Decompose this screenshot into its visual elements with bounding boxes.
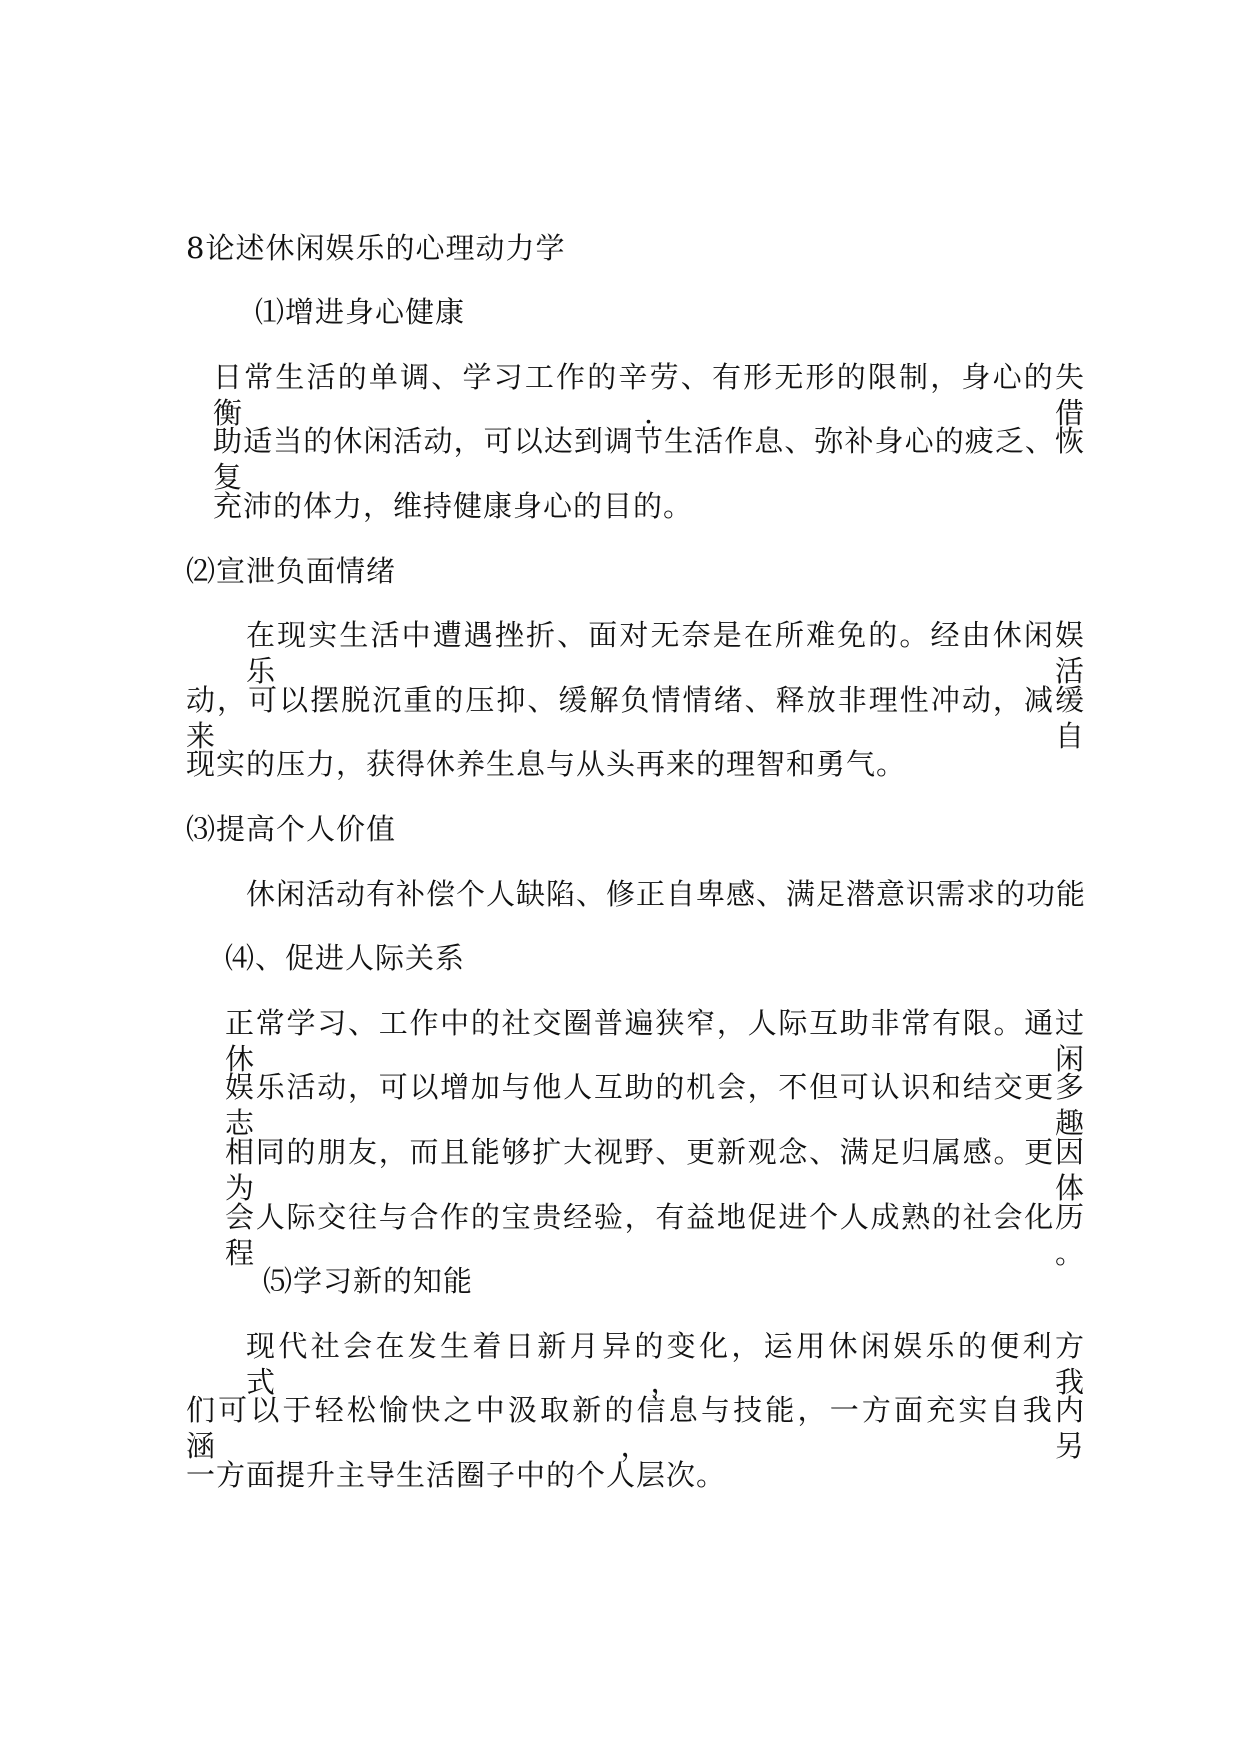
- section-1-line-2: 助适当的休闲活动，可以达到调节生活作息、弥补身心的疲乏、恢复: [213, 424, 1085, 494]
- section-1-line-3: 充沛的体力，维持健康身心的目的。: [213, 489, 694, 523]
- section-5-line-2: 们可以于轻松愉快之中汲取新的信息与技能，一方面充实自我内涵，另: [186, 1393, 1085, 1463]
- section-5-heading: ⑸学习新的知能: [263, 1264, 474, 1298]
- section-4-line-3: 相同的朋友，而且能够扩大视野、更新观念、满足归属感。更因为体: [225, 1135, 1085, 1205]
- section-5-line-3: 一方面提升主导生活圈子中的个人层次。: [186, 1458, 727, 1492]
- document-title: 8论述休闲娱乐的心理动力学: [186, 231, 566, 265]
- section-2-line-1: 在现实生活中遭遇挫折、面对无奈是在所难免的。经由休闲娱乐活: [246, 618, 1085, 688]
- section-2-heading: ⑵宣泄负面情绪: [186, 554, 397, 588]
- section-4-line-1: 正常学习、工作中的社交圈普遍狭窄，人际互助非常有限。通过休闲: [225, 1006, 1085, 1076]
- section-1-line-1: 日常生活的单调、学习工作的辛劳、有形无形的限制，身心的失衡.借: [213, 360, 1085, 430]
- section-3-heading: ⑶提高个人价值: [186, 812, 397, 846]
- section-2-line-2: 动，可以摆脱沉重的压抑、缓解负情情绪、释放非理性冲动，减缓来自: [186, 683, 1085, 753]
- section-2-line-3: 现实的压力，获得休养生息与从头再来的理智和勇气。: [186, 747, 907, 781]
- section-5-line-1: 现代社会在发生着日新月异的变化，运用休闲娱乐的便利方式，我: [246, 1329, 1085, 1399]
- section-1-heading: ⑴增进身心健康: [255, 295, 466, 329]
- section-4-line-4: 会人际交往与合作的宝贵经验，有益地促进个人成熟的社会化历程。: [225, 1200, 1085, 1270]
- section-4-heading: ⑷、促进人际关系: [225, 941, 466, 975]
- section-3-line-1: 休闲活动有补偿个人缺陷、修正自卑感、满足潜意识需求的功能: [246, 877, 1087, 911]
- section-4-line-2: 娱乐活动，可以增加与他人互助的机会，不但可认识和结交更多志趣: [225, 1070, 1085, 1140]
